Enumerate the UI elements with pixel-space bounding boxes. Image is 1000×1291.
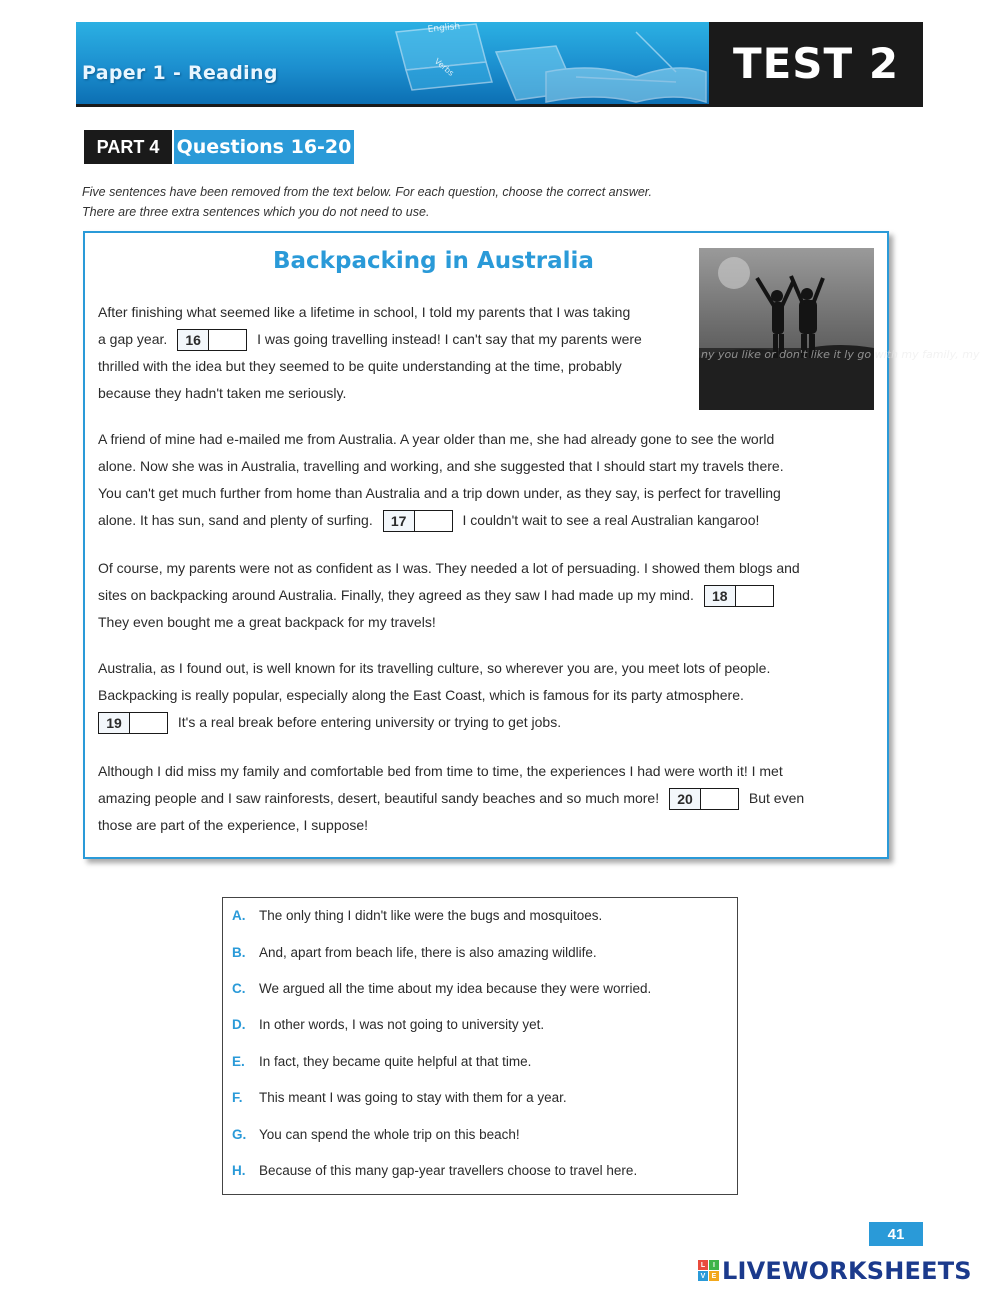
p1-line-2b: I was going travelling instead! I can't say that my parents were: [257, 331, 642, 347]
backpacker-silhouette: [699, 248, 980, 410]
verbs-word: Verbs: [432, 56, 456, 78]
option-d: [232, 1017, 544, 1032]
option-letter: C.: [232, 981, 246, 996]
p3-line-1: Of course, my parents were not as confident as I was. They needed a lot of persuading. I showed them blogs and: [98, 560, 800, 576]
logo-blocks-icon: [698, 1260, 720, 1282]
option-a: [232, 908, 602, 923]
paragraph-2: [98, 426, 784, 534]
option-e: [232, 1054, 531, 1069]
gap-number: 19: [99, 713, 130, 733]
liveworksheets-logo[interactable]: [698, 1257, 993, 1285]
option-b: [232, 945, 597, 960]
p1-line-1: After finishing what seemed like a lifetime in school, I told my parents that I was taking: [98, 304, 631, 320]
option-letter: B.: [232, 945, 246, 960]
answer-gap-19[interactable]: [98, 712, 168, 734]
gap-number: 16: [178, 330, 209, 350]
option-text: We argued all the time about my idea because they were worried.: [259, 981, 652, 996]
p1-line-2a: a gap year.: [98, 331, 168, 347]
option-text: And, apart from beach life, there is also amazing wildlife.: [259, 945, 597, 960]
p5-line-2b: But even: [748, 790, 805, 806]
option-letter: A.: [232, 908, 246, 923]
p1-line-3: thrilled with the idea but they seemed to be quite understanding at the time, probably: [98, 358, 622, 374]
option-g: [232, 1127, 520, 1142]
p4-line-1: Australia, as I found out, is well known for its travelling culture, so wherever you are, you meet lots of people.: [98, 660, 771, 676]
option-c: [232, 981, 651, 996]
p5-line-2a: amazing people and I saw rainforests, desert, beautiful sandy beaches and so much more!: [98, 790, 660, 806]
p1-line-4: because they hadn't taken me seriously.: [98, 385, 347, 401]
p2-line-3: You can't get much further from home than Australia and a trip down under, as they say, is perfect for travelling: [98, 485, 781, 501]
p1-line-2: [98, 326, 642, 353]
p3-line-2: [98, 582, 800, 609]
option-letter: E.: [232, 1054, 245, 1069]
logo-block: E: [709, 1271, 719, 1281]
instructions: [82, 182, 782, 222]
paragraph-1: [98, 299, 642, 407]
answer-gap-16[interactable]: [177, 329, 247, 351]
article-title: Backpacking in Australia: [273, 248, 594, 274]
option-h: [232, 1163, 637, 1178]
option-letter: H.: [232, 1163, 246, 1178]
answer-gap-17[interactable]: [383, 510, 453, 532]
p4-line-3b: It's a real break before entering university or trying to get jobs.: [177, 714, 562, 730]
option-text: The only thing I didn't like were the bugs and mosquitoes.: [259, 908, 603, 923]
p2-line-4: [98, 507, 784, 534]
logo-text: LIVEWORKSHEETS: [722, 1257, 972, 1285]
p5-line-2: [98, 785, 804, 812]
option-text: Because of this many gap-year travellers choose to travel here.: [259, 1163, 638, 1178]
option-text: In fact, they became quite helpful at that time.: [259, 1054, 532, 1069]
options-box: [222, 897, 738, 1195]
english-word: English: [427, 21, 461, 35]
gap-number: 18: [705, 586, 736, 606]
test-title: TEST 2: [709, 22, 923, 104]
p3-line-3: They even bought me a great backpack for my travels!: [98, 614, 436, 630]
option-letter: F.: [232, 1090, 243, 1105]
p4-line-2: Backpacking is really popular, especially along the East Coast, which is famous for its party atmosphere.: [98, 687, 744, 703]
answer-gap-20[interactable]: [669, 788, 739, 810]
option-f: [232, 1090, 567, 1105]
p2-line-4b: I couldn't wait to see a real Australian kangaroo!: [462, 512, 760, 528]
logo-block: V: [698, 1271, 708, 1281]
backpacker-photo: [699, 248, 980, 410]
p2-line-4a: alone. It has sun, sand and plenty of surfing.: [98, 512, 373, 528]
paragraph-4: [98, 655, 770, 736]
paragraph-3: [98, 555, 800, 636]
photo-overlay-text: ny you like or don't like it ly go with my family, my: [701, 348, 980, 361]
paragraph-5: [98, 758, 804, 839]
p5-line-1: Although I did miss my family and comfortable bed from time to time, the experiences I had were worth it! I met: [98, 763, 783, 779]
p2-line-2: alone. Now she was in Australia, travelling and working, and she suggested that I should start my travels there.: [98, 458, 784, 474]
gap-number: 17: [384, 511, 415, 531]
p3-line-2a: sites on backpacking around Australia. Finally, they agreed as they saw I had made up my mind.: [98, 587, 694, 603]
option-text: In other words, I was not going to university yet.: [259, 1017, 545, 1032]
option-letter: G.: [232, 1127, 247, 1142]
p2-line-1: A friend of mine had e-mailed me from Australia. A year older than me, she had already gone to see the world: [98, 431, 775, 447]
p5-line-3: those are part of the experience, I suppose!: [98, 817, 369, 833]
questions-label: Questions 16-20: [174, 130, 354, 164]
option-letter: D.: [232, 1017, 246, 1032]
paper-label: Paper 1 - Reading: [82, 62, 278, 84]
instructions-line-1: Five sentences have been removed from the text below. For each question, choose the correct answer.: [82, 185, 652, 199]
logo-block: I: [709, 1260, 719, 1270]
instructions-line-2: There are three extra sentences which you do not need to use.: [82, 205, 430, 219]
logo-block: L: [698, 1260, 708, 1270]
option-text: You can spend the whole trip on this beach!: [259, 1127, 520, 1142]
page-number: 41: [869, 1222, 923, 1246]
p4-line-3: [98, 709, 770, 736]
header-rule: [76, 104, 923, 107]
gap-number: 20: [670, 789, 701, 809]
answer-gap-18[interactable]: [704, 585, 774, 607]
part-label: PART 4: [84, 130, 172, 164]
option-text: This meant I was going to stay with them for a year.: [259, 1090, 567, 1105]
